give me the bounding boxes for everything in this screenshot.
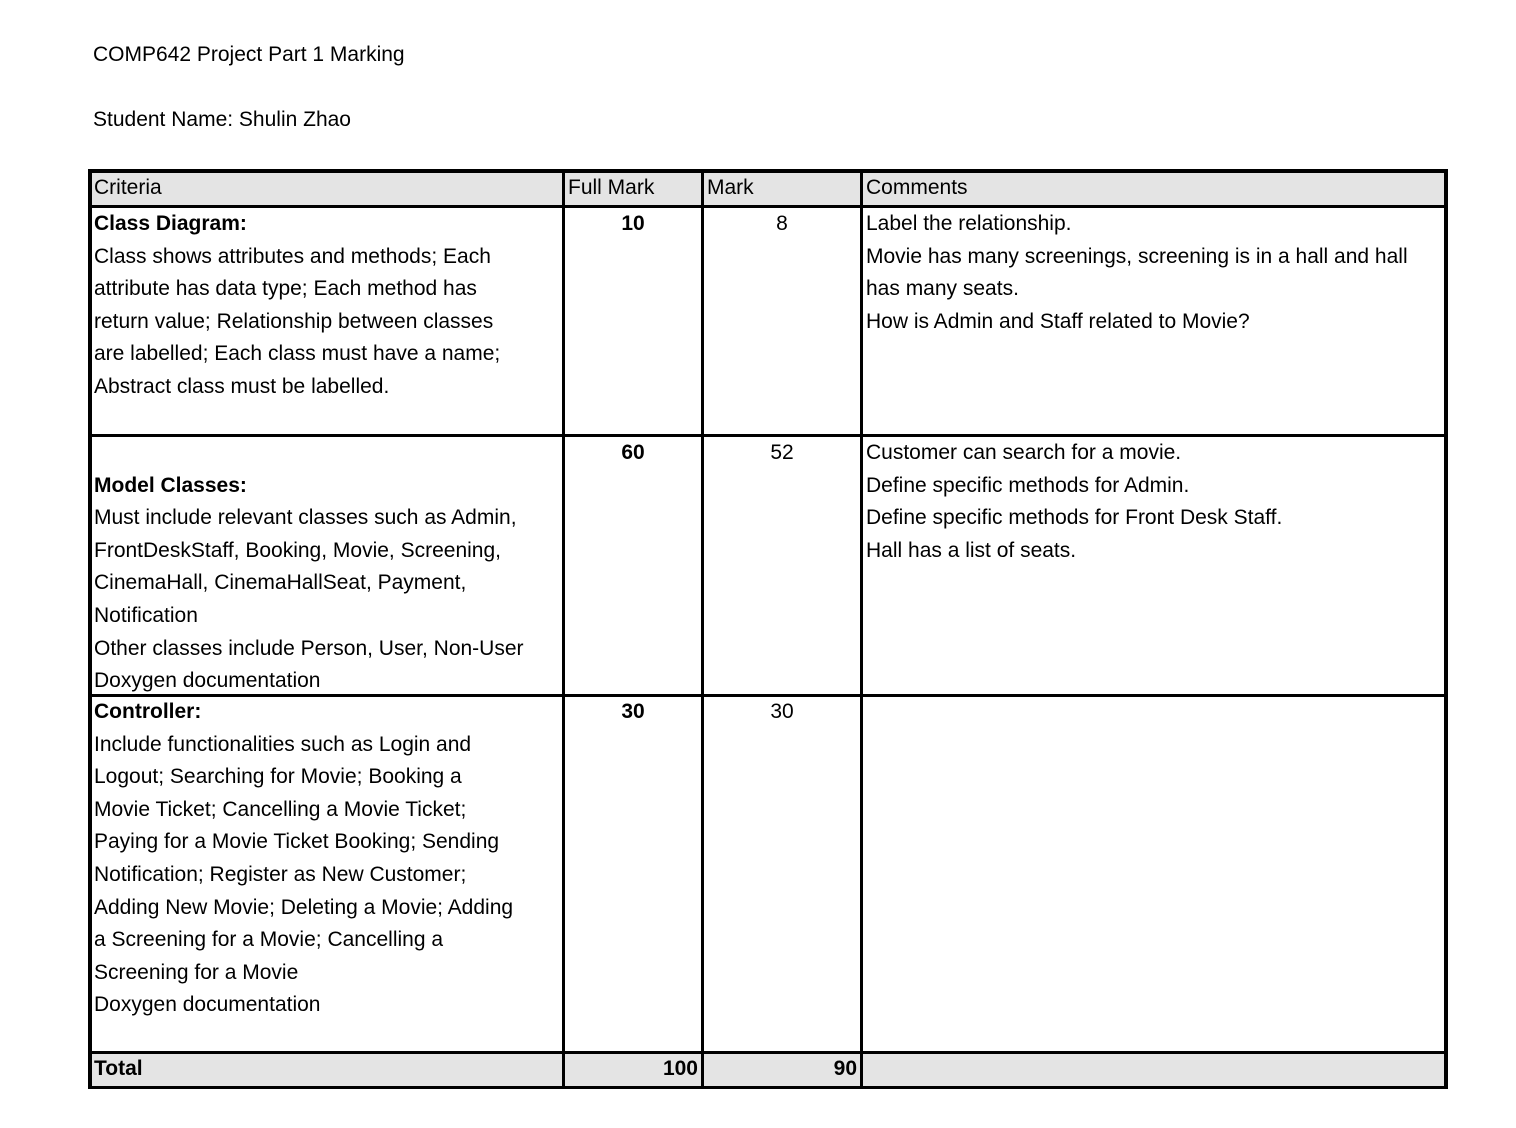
criteria-line: Screening for a Movie: [94, 960, 299, 984]
header-criteria: Criteria: [94, 176, 162, 199]
comments-cell: [860, 208, 1444, 434]
criteria-line: Include functionalities such as Login and: [94, 732, 472, 756]
student-name: Student Name: Shulin Zhao: [93, 108, 351, 131]
table-row-controller: [92, 696, 1444, 1054]
total-label: Total: [94, 1057, 143, 1080]
table-row-model-classes: [92, 437, 1444, 697]
criteria-line: Notification: [94, 603, 198, 627]
total-mark: 90: [701, 1054, 860, 1086]
comment-line: has many seats.: [866, 277, 1019, 301]
criteria-line: Class shows attributes and methods; Each: [94, 244, 491, 268]
comment-line: Customer can search for a movie.: [866, 441, 1182, 464]
mark-cell: 52: [701, 437, 860, 694]
criteria-line: Paying for a Movie Ticket Booking; Sending: [94, 830, 500, 854]
comment-line: Define specific methods for Admin.: [866, 473, 1190, 497]
header-mark: Mark: [701, 173, 860, 205]
criteria-line: Logout; Searching for Movie; Booking a: [94, 765, 462, 789]
document-title: COMP642 Project Part 1 Marking: [93, 43, 405, 66]
comment-line: Movie has many screenings, screening is in a hall and hall: [866, 244, 1408, 268]
criteria-line: Adding New Movie; Deleting a Movie; Adding: [94, 895, 514, 919]
comment-line: Hall has a list of seats.: [866, 538, 1077, 562]
comment-line: Define specific methods for Front Desk Staff.: [866, 506, 1283, 530]
table-header-row: [92, 173, 1444, 208]
full-mark-cell: 10: [562, 208, 701, 434]
criteria-line: Abstract class must be labelled.: [94, 374, 390, 398]
comment-line: How is Admin and Staff related to Movie?: [866, 309, 1250, 333]
mark-cell: 8: [701, 208, 860, 434]
criteria-line: Doxygen documentation: [94, 669, 321, 693]
criteria-cell: [92, 437, 562, 694]
criteria-heading: Model Classes:: [94, 473, 247, 497]
criteria-line: attribute has data type; Each method has: [94, 277, 477, 301]
criteria-line: CinemaHall, CinemaHallSeat, Payment,: [94, 571, 467, 595]
full-mark-cell: 60: [562, 437, 701, 694]
marking-table: [88, 169, 1448, 1089]
header-comments: Comments: [860, 173, 1444, 205]
comment-line: Label the relationship.: [866, 212, 1072, 235]
criteria-line: return value; Relationship between classes: [94, 309, 494, 333]
criteria-line: Other classes include Person, User, Non-User: [94, 636, 524, 660]
comments-cell: [860, 696, 1444, 1051]
criteria-line: are labelled; Each class must have a name;: [94, 342, 501, 366]
criteria-line: Notification; Register as New Customer;: [94, 862, 467, 886]
table-row-class-diagram: [92, 208, 1444, 437]
criteria-heading: Class Diagram:: [94, 212, 247, 235]
criteria-cell: [92, 208, 562, 434]
criteria-line: Movie Ticket; Cancelling a Movie Ticket;: [94, 797, 467, 821]
criteria-line: a Screening for a Movie; Cancelling a: [94, 928, 444, 952]
header-full-mark: Full Mark: [562, 173, 701, 205]
criteria-heading: Controller:: [94, 700, 202, 723]
total-comments: [860, 1054, 1444, 1086]
criteria-line: Doxygen documentation: [94, 993, 321, 1017]
comments-cell: [860, 437, 1444, 694]
table-row-total: [92, 1054, 1444, 1086]
mark-cell: 30: [701, 696, 860, 1051]
full-mark-cell: 30: [562, 696, 701, 1051]
criteria-cell: [92, 696, 562, 1051]
total-full-mark: 100: [562, 1054, 701, 1086]
criteria-line: Must include relevant classes such as Admin,: [94, 506, 517, 530]
criteria-line: FrontDeskStaff, Booking, Movie, Screening,: [94, 538, 501, 562]
